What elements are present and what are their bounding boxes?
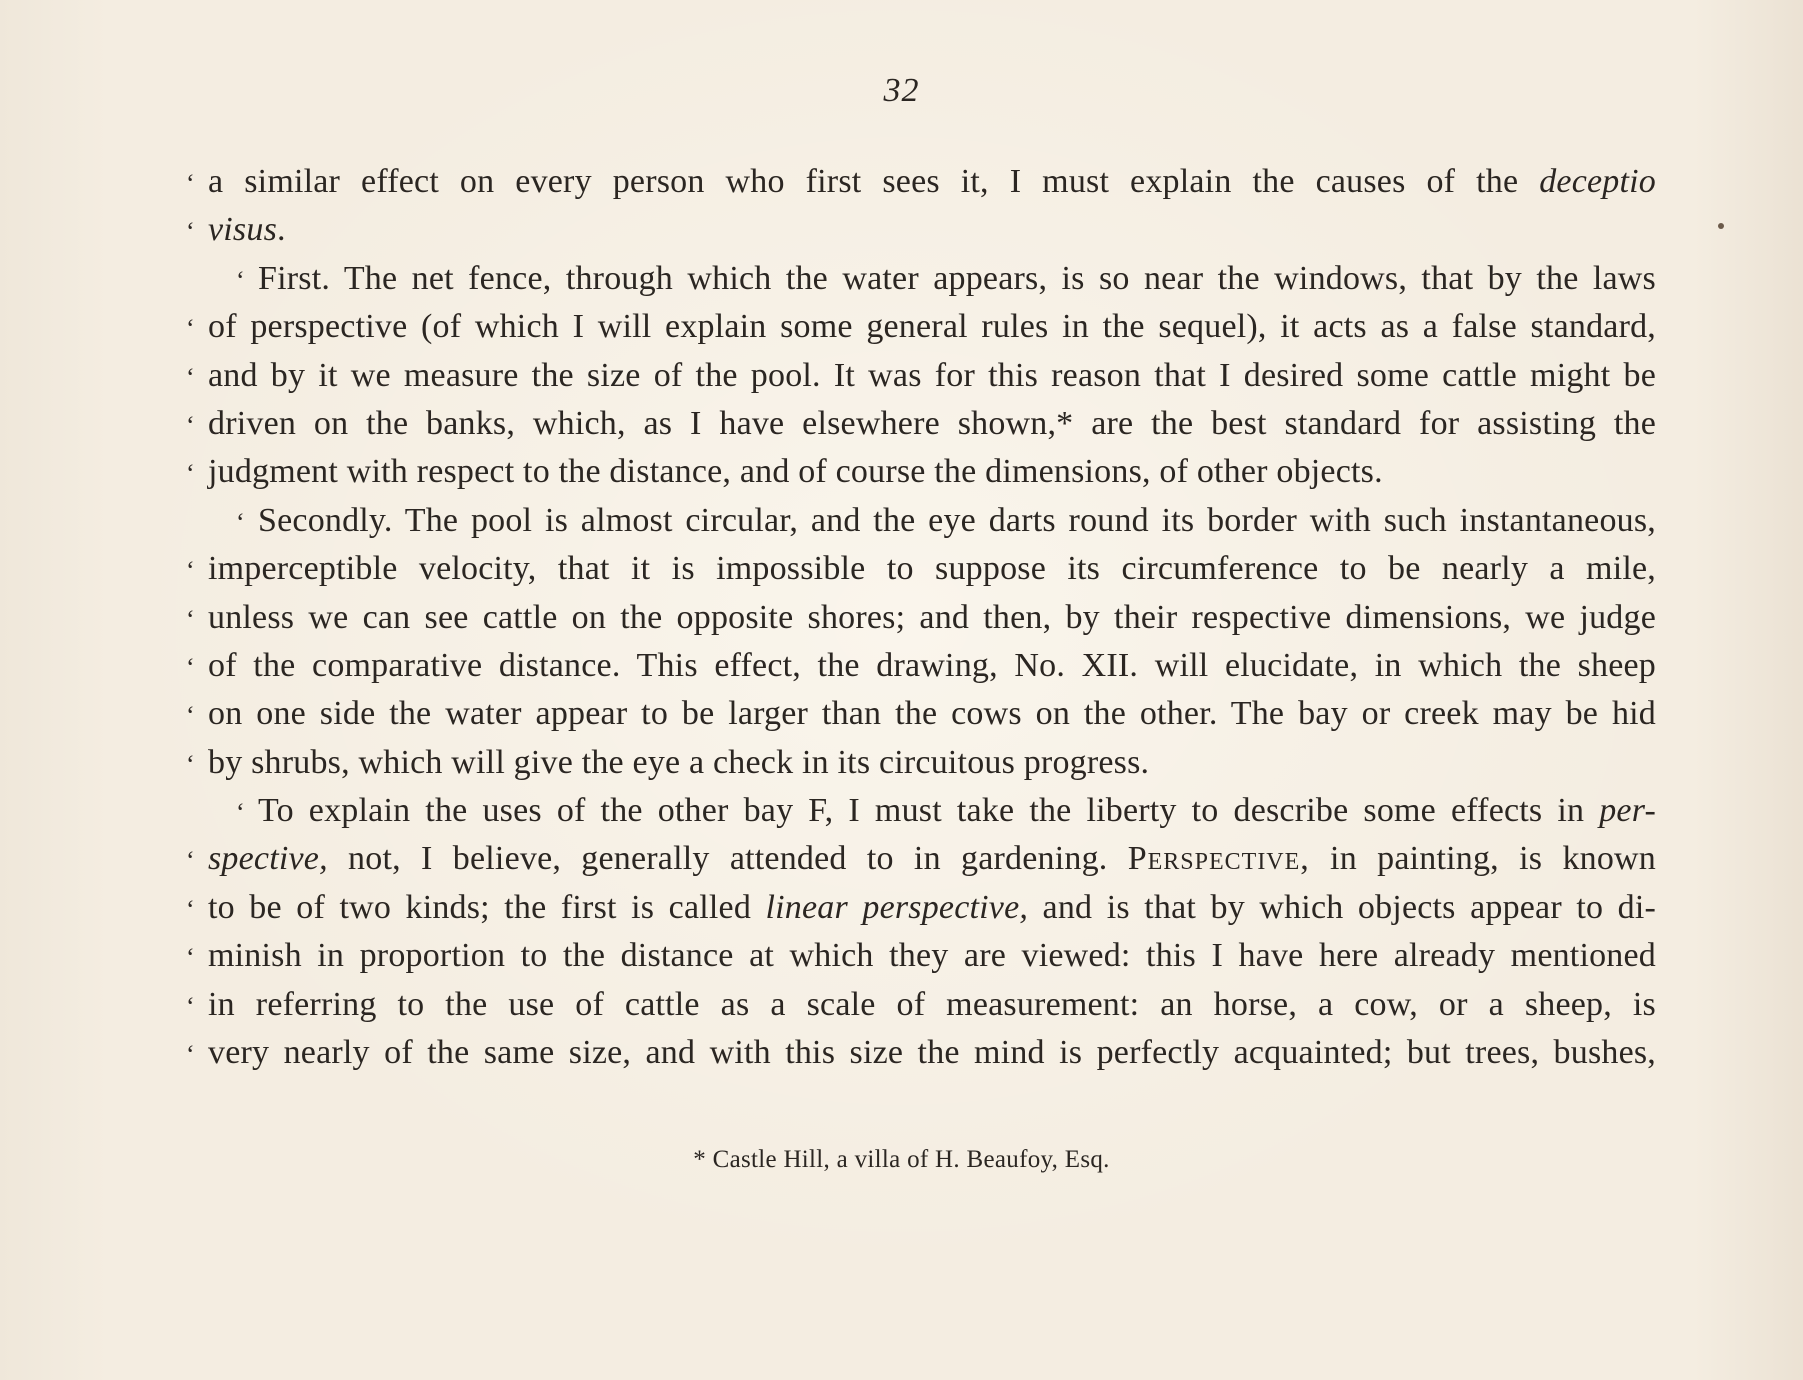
text-run: in referring to the use of cattle as a scale of measurement: an horse, a cow, or a sheep, is xyxy=(208,985,1656,1023)
quote-mark: ‘ xyxy=(186,943,195,973)
quote-mark: ‘ xyxy=(236,265,245,295)
ink-speck xyxy=(1718,223,1724,229)
italic-run: linear perspective, xyxy=(765,888,1029,926)
italic-run: spective, xyxy=(208,840,328,878)
italic-run: per- xyxy=(1599,792,1656,830)
quote-mark: ‘ xyxy=(236,507,245,537)
text-line xyxy=(186,787,1656,835)
text-run: unless we can see cattle on the opposite shores; and then, by their respective dimensions, we judge xyxy=(208,598,1656,636)
text-line xyxy=(186,545,1656,593)
quote-mark: ‘ xyxy=(186,556,195,586)
quote-mark: ‘ xyxy=(186,314,195,344)
text-line xyxy=(186,690,1656,738)
text-run: not, I believe, generally attended to in gardening. xyxy=(327,840,1128,878)
text-run: judgment with respect to the distance, and of course the dimensions, of other objects. xyxy=(208,453,1383,491)
quote-mark: ‘ xyxy=(186,459,195,489)
text-run: in painting, is known xyxy=(1309,840,1656,878)
quote-mark: ‘ xyxy=(186,217,195,247)
text-run: by shrubs, which will give the eye a check in its circuitous progress. xyxy=(208,743,1150,781)
text-line xyxy=(186,303,1656,351)
quote-mark: ‘ xyxy=(186,1040,195,1070)
text-run: To explain the uses of the other bay F, I must take the liberty to describe some effects in xyxy=(258,792,1600,830)
quote-mark: ‘ xyxy=(186,652,195,682)
small-caps-run: Perspective, xyxy=(1127,840,1310,878)
text-line xyxy=(186,206,1656,254)
text-run: driven on the banks, which, as I have elsewhere shown,* are the best standard for assisting the xyxy=(208,404,1656,442)
italic-run: deceptio xyxy=(1539,163,1656,200)
quote-mark: ‘ xyxy=(186,749,195,779)
text-run: a similar effect on every person who first sees it, I must explain the causes of the xyxy=(208,163,1540,200)
text-line xyxy=(186,352,1656,400)
quote-mark: ‘ xyxy=(186,701,195,731)
text-run: First. The net fence, through which the water appears, is so near the windows, that by the laws xyxy=(258,259,1656,297)
text-line xyxy=(186,594,1656,642)
text-run: imperceptible velocity, that it is impossible to suppose its circumference to be nearly a mile, xyxy=(208,550,1656,588)
quote-mark: ‘ xyxy=(186,410,195,440)
text-run: . xyxy=(277,211,286,249)
quote-mark: ‘ xyxy=(186,894,195,924)
text-run: minish in proportion to the distance at which they are viewed: this I have here already mentioned xyxy=(208,937,1656,975)
quote-mark: ‘ xyxy=(186,846,195,876)
quote-mark: ‘ xyxy=(186,991,195,1021)
text-run: of perspective (of which I will explain some general rules in the sequel), it acts as a false standard, xyxy=(208,308,1656,346)
body-text xyxy=(186,158,1656,1077)
text-line xyxy=(186,448,1656,496)
text-line xyxy=(186,497,1656,545)
quote-mark: ‘ xyxy=(186,169,195,198)
text-line xyxy=(186,884,1656,932)
page-number: 32 xyxy=(883,72,920,109)
text-run: very nearly of the same size, and with this size the mind is perfectly acquainted; but trees, bushes, xyxy=(208,1034,1656,1072)
text-line xyxy=(186,932,1656,980)
italic-run: visus xyxy=(208,211,277,249)
text-line xyxy=(186,1029,1656,1077)
quote-mark: ‘ xyxy=(186,362,195,392)
text-run: Secondly. The pool is almost circular, and the eye darts round its border with such instantaneous, xyxy=(258,501,1656,539)
text-run: on one side the water appear to be larger than the cows on the other. The bay or creek may be hid xyxy=(208,695,1656,733)
text-line xyxy=(186,158,1656,206)
quote-mark: ‘ xyxy=(236,798,245,828)
text-line xyxy=(186,981,1656,1029)
quote-mark: ‘ xyxy=(186,604,195,634)
text-line xyxy=(186,642,1656,690)
text-line xyxy=(186,835,1656,883)
text-run: and is that by which objects appear to di- xyxy=(1028,888,1657,926)
footnote: * Castle Hill, a villa of H. Beaufoy, Esq. xyxy=(693,1146,1110,1173)
text-run: and by it we measure the size of the pool. It was for this reason that I desired some cattle might be xyxy=(208,356,1656,394)
text-line xyxy=(186,739,1656,787)
text-line xyxy=(186,400,1656,448)
text-run: to be of two kinds; the first is called xyxy=(208,888,766,926)
text-line xyxy=(186,255,1656,303)
text-run: of the comparative distance. This effect, the drawing, No. XII. will elucidate, in which the sheep xyxy=(208,646,1656,684)
